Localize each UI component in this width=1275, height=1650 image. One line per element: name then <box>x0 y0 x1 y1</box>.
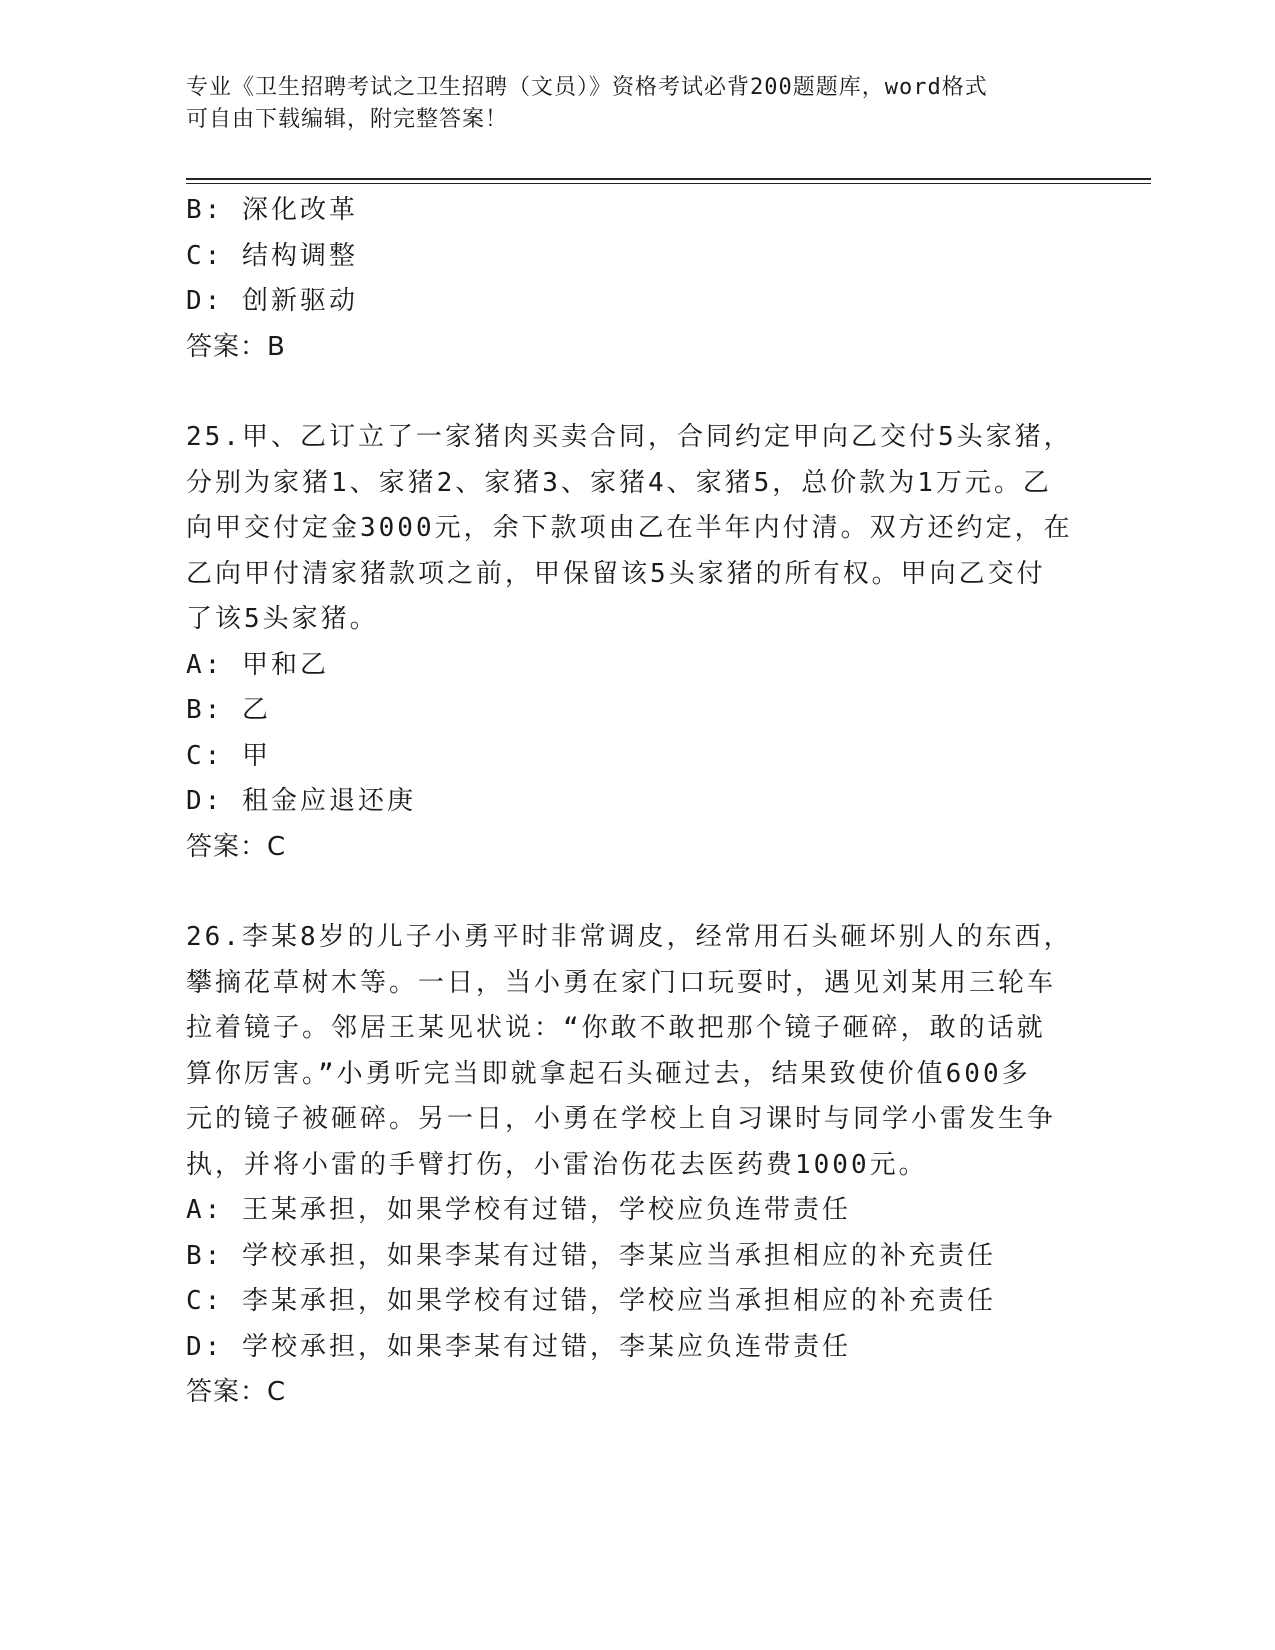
question-26-block <box>186 915 1076 1416</box>
option-c: C: 结构调整 <box>186 240 358 271</box>
question-text-line: 26.李某8岁的儿子小勇平时非常调皮，经常用石头砸坏别人的东西， <box>186 922 1073 952</box>
question-text-line: 乙向甲付清家猪款项之前，甲保留该5头家猪的所有权。甲向乙交付 <box>186 558 1046 589</box>
header-divider-thick <box>186 178 1151 180</box>
option-b: B: 学校承担，如果李某有过错，李某应当承担相应的补充责任 <box>186 1240 996 1271</box>
option-b: B: 深化改革 <box>186 195 358 225</box>
question-text-line: 了该5头家猪。 <box>186 604 379 634</box>
question-text-line: 25.甲、乙订立了一家猪肉买卖合同，合同约定甲向乙交付5头家猪， <box>186 422 1073 452</box>
header-divider-thin <box>186 183 1151 184</box>
spacer <box>186 370 1076 415</box>
question-text-line: 攀摘花草树木等。一日，当小勇在家门口玩耍时，遇见刘某用三轮车 <box>186 967 1057 998</box>
option-a: A: 甲和乙 <box>186 649 329 680</box>
header-line-1: 专业《卫生招聘考试之卫生招聘（文员）》资格考试必背200题题库，word格式 <box>186 75 988 100</box>
question-25-block <box>186 415 1076 870</box>
option-d: D: 租金应退还庚 <box>186 786 416 816</box>
option-b: B: 乙 <box>186 695 271 725</box>
option-c: C: 甲 <box>186 740 271 771</box>
document-header <box>186 72 1066 136</box>
document-body <box>186 188 1076 1416</box>
spacer <box>186 870 1076 915</box>
answer-line: 答案：B <box>186 331 286 362</box>
header-line-2: 可自由下载编辑，附完整答案！ <box>186 107 509 132</box>
question-text-line: 向甲交付定金3000元，余下款项由乙在半年内付清。双方还约定，在 <box>186 513 1073 543</box>
question-24-block <box>186 188 1076 370</box>
answer-line: 答案：C <box>186 831 287 862</box>
question-text-line: 元的镜子被砸碎。另一日，小勇在学校上自习课时与同学小雷发生争 <box>186 1104 1057 1134</box>
option-a: A: 王某承担，如果学校有过错，学校应负连带责任 <box>186 1195 851 1225</box>
option-d: D: 学校承担，如果李某有过错，李某应负连带责任 <box>186 1331 851 1362</box>
option-c: C: 李某承担，如果学校有过错，学校应当承担相应的补充责任 <box>186 1286 996 1316</box>
question-text-line: 算你厉害。”小勇听完当即就拿起石头砸过去，结果致使价值600多 <box>186 1058 1031 1089</box>
question-text-line: 拉着镜子。邻居王某见状说：“你敢不敢把那个镜子砸碎，敢的话就 <box>186 1013 1046 1043</box>
answer-line: 答案：C <box>186 1377 287 1407</box>
option-d: D: 创新驱动 <box>186 286 358 316</box>
question-text-line: 执，并将小雷的手臂打伤，小雷治伤花去医药费1000元。 <box>186 1149 928 1180</box>
question-text-line: 分别为家猪1、家猪2、家猪3、家猪4、家猪5，总价款为1万元。乙 <box>186 467 1052 498</box>
